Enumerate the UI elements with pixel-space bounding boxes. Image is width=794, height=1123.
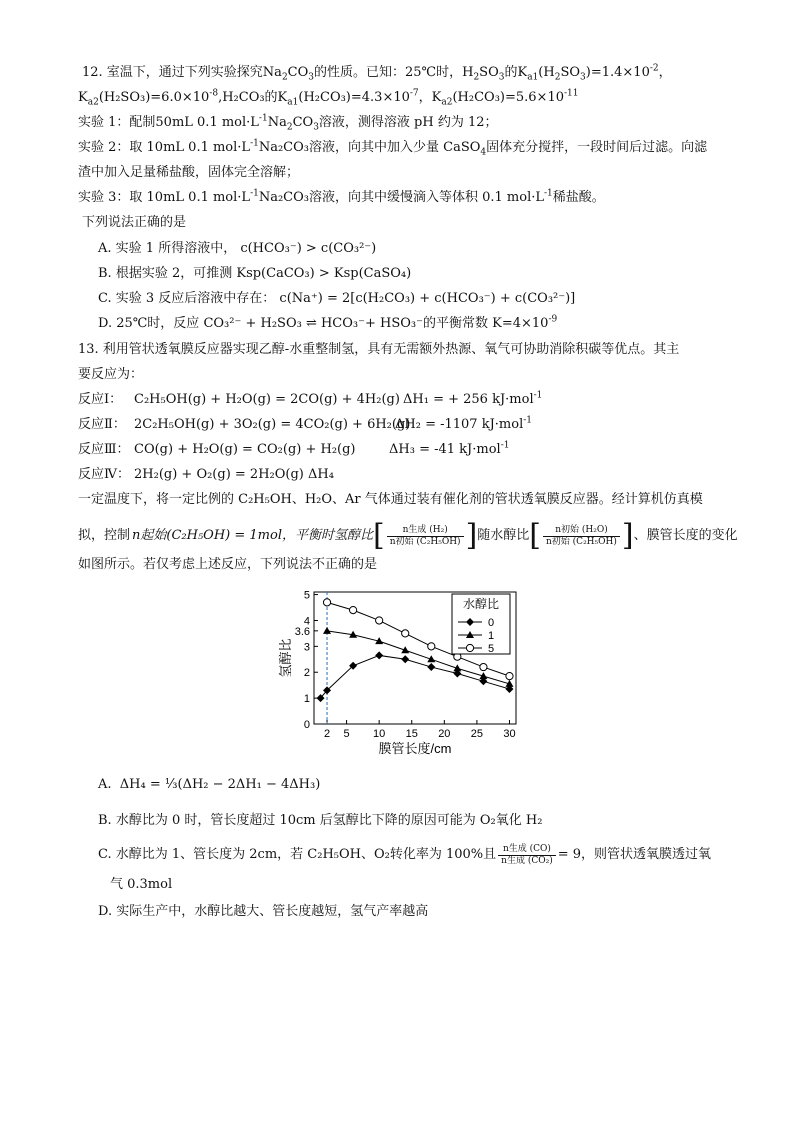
water-alcohol-ratio-fraction: $\frac{\text{n初始 (H₂O)}}{\text{n初始 (C₂H₅OH)}}$ [543, 525, 620, 548]
x-tick-label: 10 [373, 728, 386, 740]
q12-stem: 下列说法正确的是 [82, 215, 187, 230]
y-tick-label: 2 [303, 667, 310, 680]
legend-label: 0 [488, 617, 495, 629]
x-tick-label: 2 [323, 728, 331, 740]
q13-para3: 如图所示。若仅考虑上述反应，下列说法不正确的是 [78, 557, 378, 572]
q12-option-c[interactable]: C. 实验 3 反应后溶液中存在： c(Na⁺) = 2[c(H₂CO₃) + c(HCO₃⁻) + c(CO₃²⁻)] [98, 291, 576, 306]
y-tick-label: 5 [303, 589, 310, 602]
q13-option-c-line2: 气 0.3mol [110, 877, 173, 892]
option-a-formula: ΔH₄ = ⅓(ΔH₂ − 2ΔH₁ − 4ΔH₃) [119, 777, 321, 792]
data-point [323, 599, 330, 606]
q12-exp2-line2: 渣中加入足量稀盐酸，固体完全溶解； [78, 165, 300, 180]
reaction-2-equation: 2C₂H₅OH(g) + 3O₂(g) = 4CO₂(g) + 6H₂(g) [134, 417, 411, 432]
y-tick-label: 1 [303, 693, 310, 706]
q12-exp1: 实验 1：配制50mL 0.1 $mol\cdot L^{-1}Na_2CO_3$溶液，测得溶液 pH 约为 12； [78, 113, 498, 133]
y-tick-label: 3.6 [294, 625, 310, 638]
q13-line1: 13. 利用管状透氧膜反应器实现乙醇-水重整制氢，具有无需额外热源、氧气可协助消除积碳等优点。其主 [78, 342, 680, 357]
reaction-4: 反应Ⅳ： [78, 467, 130, 482]
data-point [323, 627, 331, 634]
q12-option-a[interactable]: A. 实验 1 所得溶液中， c(HCO₃⁻) > c(CO₃²⁻) [98, 241, 377, 256]
reaction-1-enthalpy: ΔH₁ = + 256 kJ·mol$^{-1}$ [403, 390, 543, 407]
reaction-2-enthalpy: ΔH₂ = -1107 kJ·mol$^{-1}$ [395, 415, 533, 432]
data-point [401, 655, 409, 663]
legend-label: 1 [488, 630, 495, 642]
reaction-3: 反应Ⅲ： [78, 442, 130, 457]
q12-line1: 12. 室温下，通过下列实验探究$Na_2CO_3$的性质。已知：25℃时，$H_2SO_3$的$K_{a1}(H_2SO_3)=1.4\times 10^{-2}$， [82, 63, 672, 83]
q13-para1: 一定温度下，将一定比例的 C₂H₅OH、H₂O、Ar 气体通过装有催化剂的管状透氧膜反应器。经计算机仿真模 [78, 492, 703, 507]
q12-line2: $K_{a2}(H_2SO_3)=6.0\times 10^{-8},H_2CO_3$的$K_{a1}(H_2CO_3)=4.3\times 10^{-7}$，$K_{a2}(H_2CO_3)=5.6\times 10^{-11}$ [78, 88, 579, 108]
data-point [402, 630, 409, 637]
x-tick-label: 15 [405, 728, 418, 740]
q12-option-d[interactable]: D. 25℃时，反应 CO₃²⁻ + H₂SO₃ ⇌ HCO₃⁻+ HSO₃⁻的平衡常数 $K=4\times 10^{-9}$ [98, 314, 558, 331]
x-tick-label: 20 [438, 728, 451, 740]
data-point [376, 617, 383, 624]
y-tick-label: 0 [303, 719, 310, 731]
reaction-1-equation: C₂H₅OH(g) + H₂O(g) = 2CO(g) + 4H₂(g) [134, 392, 400, 407]
q12-option-b[interactable]: B. 根据实验 2，可推测 Ksp(CaCO₃) > Ksp(CaSO₄) [98, 266, 412, 281]
reaction-1: 反应Ⅰ： [78, 392, 123, 407]
y-tick-label: 3 [303, 641, 310, 654]
y-tick-label: 4 [303, 615, 310, 628]
x-tick-label: 5 [343, 728, 350, 740]
data-point [427, 663, 435, 671]
hydrogen-alcohol-ratio-fraction: $\frac{\text{n生成 (H₂)}}{\text{n初始 (C₂H₅OH)}}$ [387, 525, 464, 548]
data-point [506, 673, 513, 680]
data-point [480, 663, 487, 670]
y-axis-label: 氢醇比 [278, 638, 293, 678]
reaction-4-equation: 2H₂(g) + O₂(g) = 2H₂O(g) ΔH₄ [134, 467, 334, 482]
q13-option-b[interactable]: B. 水醇比为 0 时，管长度超过 10cm 后氢醇比下降的原因可能为 O₂氧化 H₂ [98, 813, 543, 828]
q13-para2: 拟，控制 n起始(C₂H₅OH) = 1mol，平衡时氢醇比 [ $\frac{\text{n生成 (H₂)}}{\text{n初始 (C₂H₅OH)}}$ ] 随水醇比 [ $\frac{\text{n初始 (H₂O)}}{\text{n初始 (C₂H₅OH)}}$ ] 、膜管长度的变化 [78, 518, 738, 553]
hydrogen-ratio-chart [276, 584, 536, 756]
reaction-2: 反应Ⅱ： [78, 417, 126, 432]
q12-exp2: 实验 2：取 10mL 0.1 $mol\cdot L^{-1}Na_2CO_3$溶液，向其中加入少量 CaSO$_4$固体充分搅拌，一段时间后过滤。向滤 [78, 138, 708, 158]
x-axis-label: 膜管长度/cm [378, 741, 452, 756]
data-point [375, 651, 383, 659]
x-tick-label: 25 [470, 728, 484, 740]
co-co2-ratio-fraction: $\frac{\text{n生成 (CO)}}{\text{n生成 (CO₂)}}$ [498, 844, 556, 867]
reaction-3-equation: CO(g) + H₂O(g) = CO₂(g) + H₂(g) [134, 442, 356, 457]
q13-option-d[interactable]: D. 实际生产中，水醇比越大、管长度越短，氢气产率越高 [98, 904, 429, 919]
legend-marker [466, 644, 473, 651]
legend-title: 水醇比 [462, 597, 500, 611]
q12-exp3: 实验 3：取 10mL 0.1 $mol\cdot L^{-1}Na_2CO_3$溶液，向其中缓慢滴入等体积 0.1 $mol\cdot L^{-1}$稀盐酸。 [78, 188, 605, 205]
q13-line2: 要反应为： [78, 367, 144, 382]
q13-option-a[interactable]: A. ΔH₄ = ⅓(ΔH₂ − 2ΔH₁ − 4ΔH₃) [98, 777, 321, 792]
data-point [428, 643, 435, 650]
reaction-3-enthalpy: ΔH₃ = -41 kJ·mol$^{-1}$ [389, 440, 510, 457]
x-tick-label: 30 [503, 728, 516, 740]
legend-label: 5 [488, 643, 495, 655]
q13-option-c[interactable]: C. 水醇比为 1、管长度为 2cm，若 C₂H₅OH、O₂转化率为 100%且 $\frac{\text{n生成 (CO)}}{\text{n生成 (CO₂)}}$ = 9，则管状透氧膜透过氧 [98, 843, 712, 866]
data-point [349, 607, 356, 614]
